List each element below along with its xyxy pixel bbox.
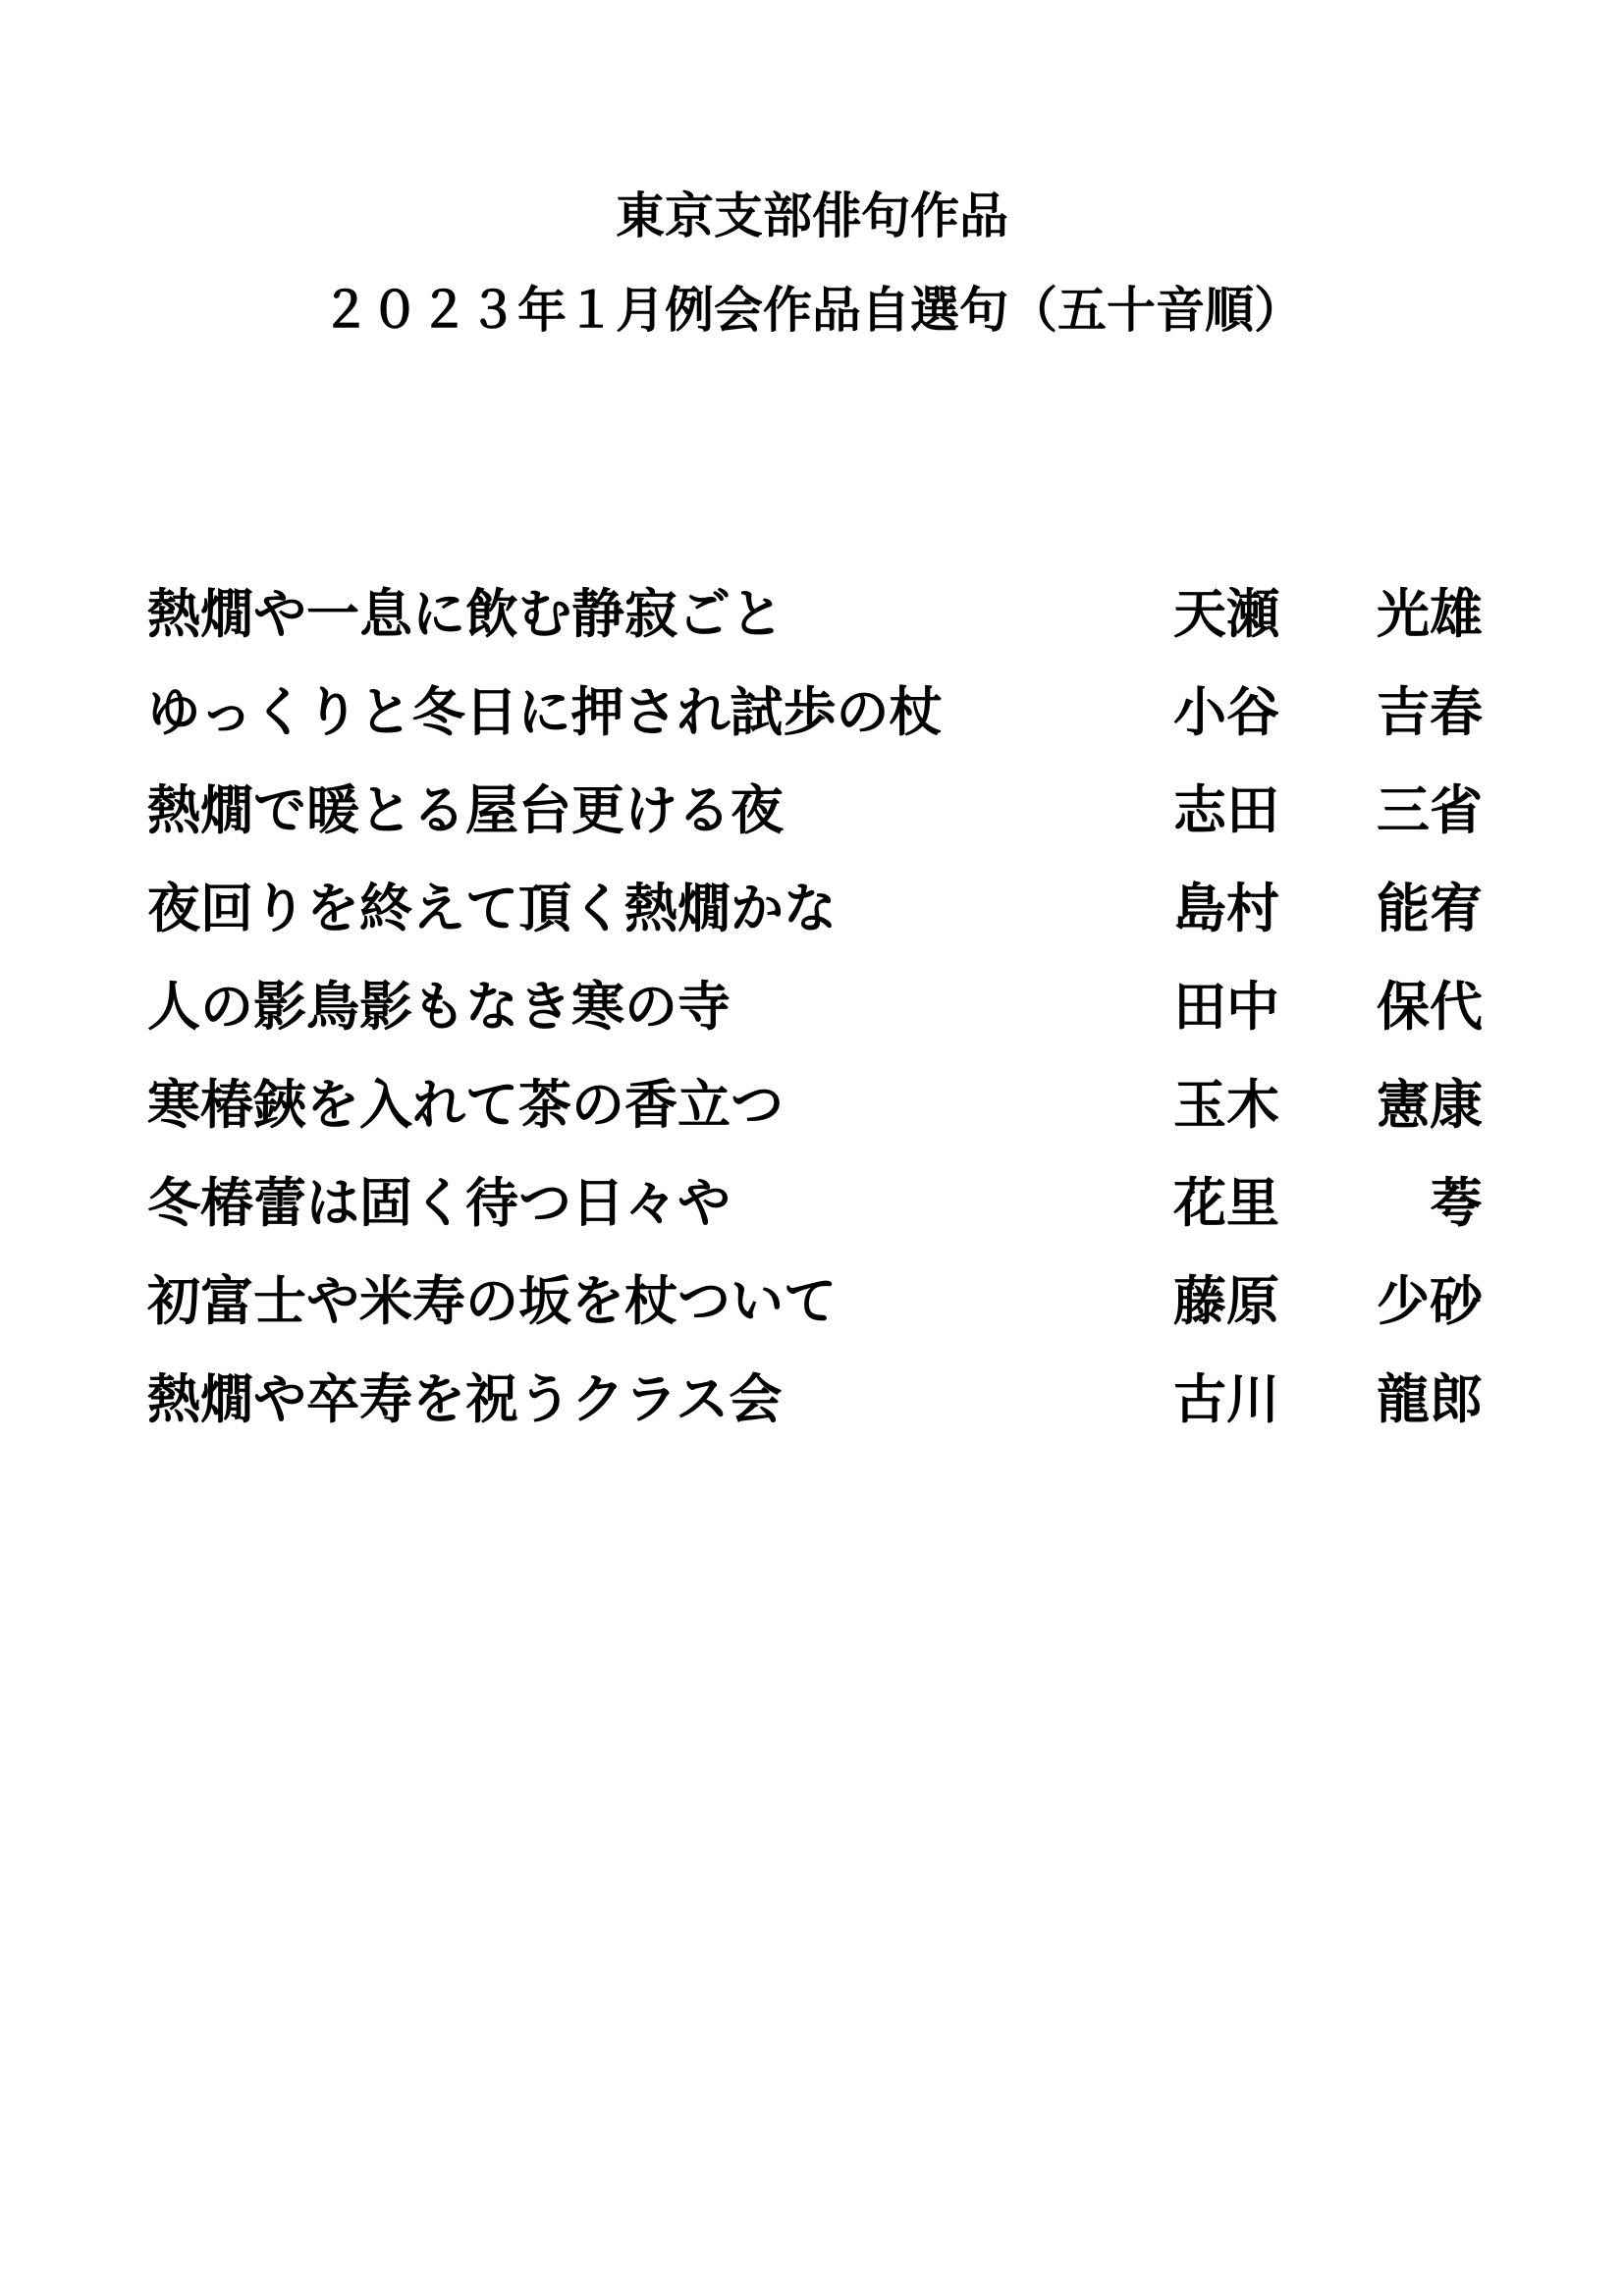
haiku-text: 熱燗や卒寿を祝うクラス会 [147,1367,783,1430]
author-given-name: 保代 [1377,975,1483,1038]
author-surname: 古川 [1173,1367,1279,1430]
author-given-name: 少砂 [1377,1269,1483,1332]
author-given-name: 荂 [1430,1171,1483,1234]
haiku-text: 初富士や米寿の坂を杖ついて [147,1269,837,1332]
author-given-name: 能宥 [1377,877,1483,939]
haiku-row [147,1266,1483,1364]
haiku-text: 冬椿蕾は固く待つ日々や [147,1171,731,1234]
author-given-name: 龍郎 [1377,1367,1483,1430]
author-given-name: 三省 [1377,778,1483,841]
page-title: 東京支部俳句作品 [616,187,1008,244]
haiku-row [147,1364,1483,1463]
haiku-text: 夜回りを終えて頂く熱燗かな [147,877,837,939]
author-surname: 玉木 [1173,1073,1279,1136]
author-surname: 志田 [1173,778,1279,841]
author-given-name: 光雄 [1377,582,1483,645]
haiku-row [147,1168,1483,1266]
author-surname: 小谷 [1173,680,1279,743]
haiku-text: ゆっくりと冬日に押され試歩の杖 [147,680,943,743]
author-surname: 花里 [1173,1171,1279,1234]
haiku-list [147,579,1483,1463]
author-surname: 藤原 [1173,1269,1279,1332]
haiku-row [147,775,1483,874]
author-given-name: 吉春 [1377,680,1483,743]
haiku-text: 寒椿鋏を入れて茶の香立つ [147,1073,784,1136]
author-given-name: 憲康 [1377,1073,1483,1136]
haiku-row [147,1070,1483,1168]
haiku-text: 人の影鳥影もなき寒の寺 [147,975,731,1038]
author-surname: 島村 [1173,877,1279,939]
haiku-row [147,579,1483,677]
haiku-row [147,972,1483,1070]
haiku-text: 熱燗や一息に飲む静寂ごと [147,582,784,645]
author-surname: 天瀬 [1173,582,1279,645]
page-subtitle: ２０２３年１月例会作品自選句（五十音順） [321,281,1303,339]
page-header [0,187,1624,340]
haiku-row [147,874,1483,972]
haiku-text: 熱燗で暖とる屋台更ける夜 [147,778,784,841]
haiku-row [147,677,1483,775]
author-surname: 田中 [1173,975,1279,1038]
